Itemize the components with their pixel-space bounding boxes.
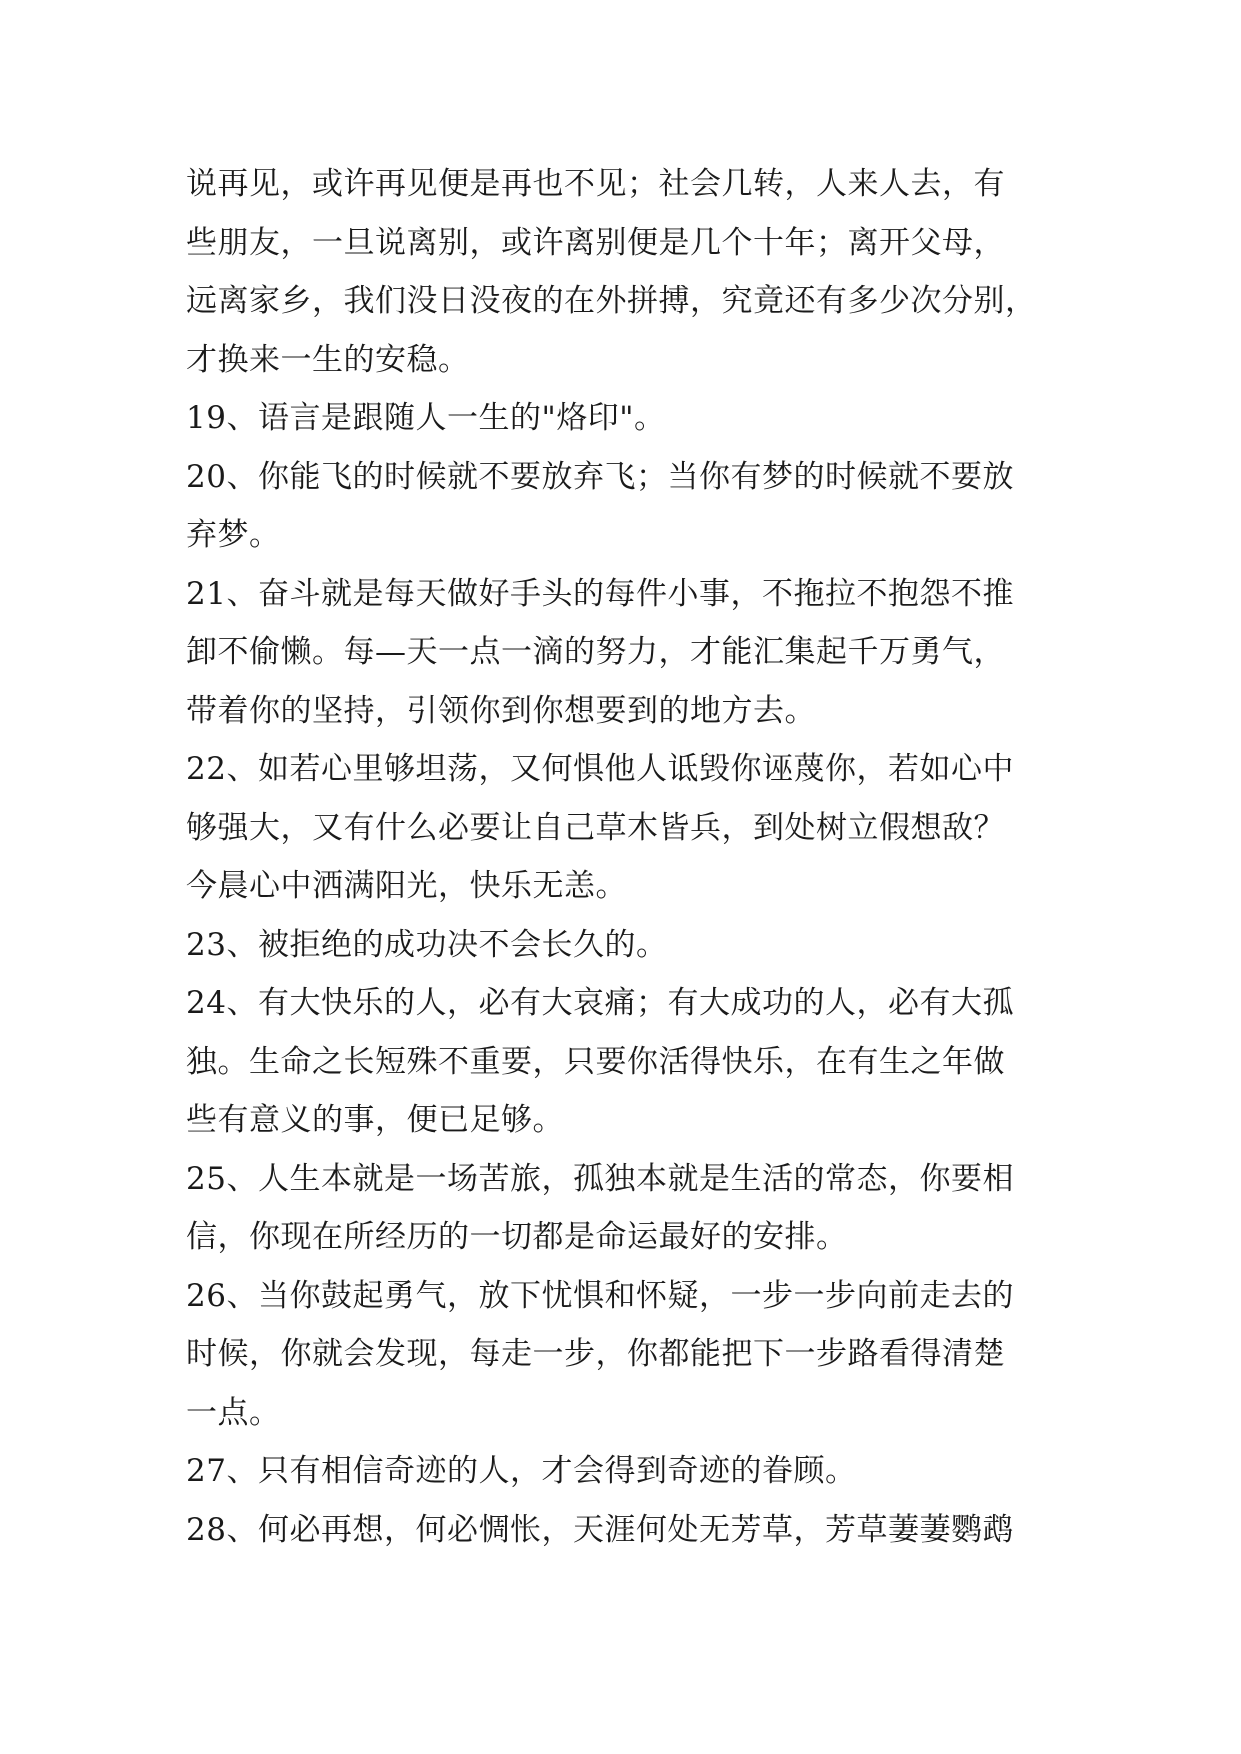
text-line: 21、奋斗就是每天做好手头的每件小事，不拖拉不抱怨不推 <box>186 575 1014 612</box>
text-line: 22、如若心里够坦荡，又何惧他人诋毁你诬蔑你，若如心中 <box>186 751 1014 787</box>
text-line: 时候，你就会发现，每走一步，你都能把下一步路看得清楚 <box>186 1336 1005 1372</box>
text-line: 些有意义的事，便已足够。 <box>186 1102 564 1138</box>
text-line: 23、被拒绝的成功决不会长久的。 <box>186 926 668 963</box>
text-line: 今晨心中洒满阳光，快乐无恙。 <box>186 868 627 904</box>
text-line: 些朋友，一旦说离别，或许离别便是几个十年；离开父母， <box>186 224 1005 261</box>
text-line: 28、何必再想，何必惆怅，天涯何处无芳草，芳草萋萋鹦鹉 <box>186 1511 1014 1548</box>
text-line: 27、只有相信奇迹的人，才会得到奇迹的眷顾。 <box>186 1453 857 1489</box>
document-body <box>186 155 1066 1559</box>
text-line: 一点。 <box>186 1394 281 1431</box>
text-line: 19、语言是跟随人一生的"烙印"。 <box>186 400 666 436</box>
text-line: 独。生命之长短殊不重要，只要你活得快乐，在有生之年做 <box>186 1043 1005 1080</box>
text-line: 26、当你鼓起勇气，放下忧惧和怀疑，一步一步向前走去的 <box>186 1277 1014 1314</box>
text-line: 信，你现在所经历的一切都是命运最好的安排。 <box>186 1219 848 1255</box>
text-line: 25、人生本就是一场苦旅，孤独本就是生活的常态，你要相 <box>186 1160 1014 1197</box>
text-line: 远离家乡，我们没日没夜的在外拼搏，究竟还有多少次分别， <box>186 283 1037 319</box>
text-line: 带着你的坚持，引领你到你想要到的地方去。 <box>186 692 816 729</box>
text-line: 说再见，或许再见便是再也不见；社会几转，人来人去，有 <box>186 166 1005 202</box>
text-line: 20、你能飞的时候就不要放弃飞；当你有梦的时候就不要放 <box>186 458 1014 495</box>
text-line: 才换来一生的安稳。 <box>186 341 470 378</box>
text-line: 够强大，又有什么必要让自己草木皆兵，到处树立假想敌？ <box>186 809 1005 846</box>
text-line: 24、有大快乐的人，必有大哀痛；有大成功的人，必有大孤 <box>186 985 1014 1021</box>
text-line: 卸不偷懒。每—天一点一滴的努力，才能汇集起千万勇气， <box>186 634 1005 670</box>
text-line: 弃梦。 <box>186 517 281 553</box>
